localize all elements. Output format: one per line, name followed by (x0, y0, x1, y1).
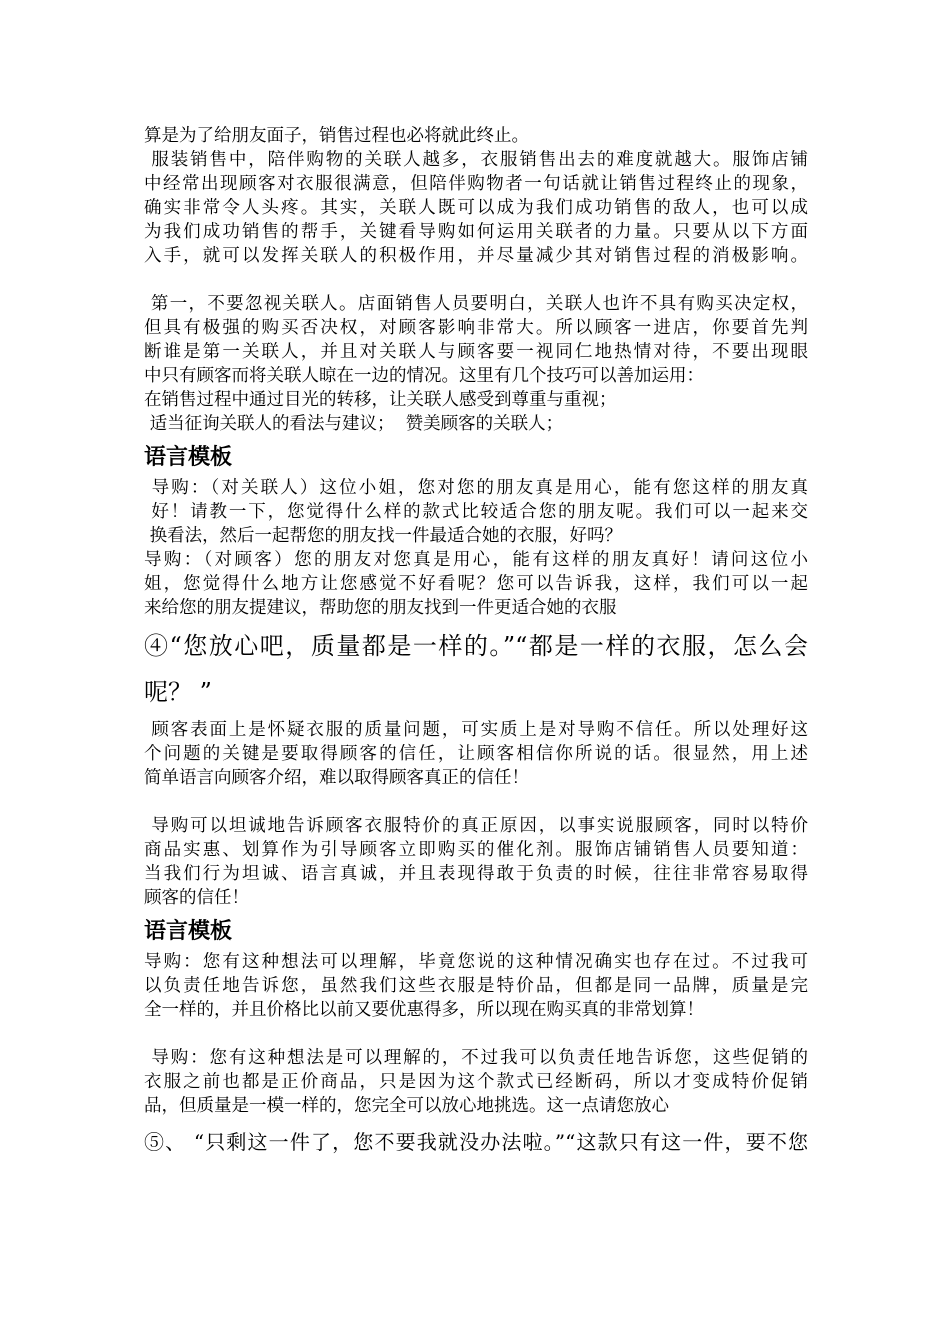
text-line: 入手，就可以发挥关联人的积极作用，并尽量减少其对销售过程的消极影响。 (144, 246, 808, 266)
text-line: 断谁是第一关联人，并且对关联人与顾客要一视同仁地热情对待，不要出现眼 (144, 342, 808, 362)
intro-paragraph (144, 124, 808, 268)
text-line: 品，但质量是一模一样的，您完全可以放心地挑选。这一点请您放心 (144, 1096, 669, 1116)
text-line: 衣服之前也都是正价商品，只是因为这个款式已经断码，所以才变成特价促销 (144, 1072, 808, 1092)
template-dialogue-1 (144, 476, 808, 620)
text-line: 导购：（对顾客）您的朋友对您真是用心，能有这样的朋友真好！请问这位小 (144, 550, 808, 570)
text-line: 简单语言向顾客介绍，难以取得顾客真正的信任！ (144, 768, 529, 788)
text-line: 适当征询关联人的看法与建议； 赞美顾客的关联人； (144, 414, 564, 434)
text-line: 当我们行为坦诚、语言真诚，并且表现得敢于负责的时候，往往非常容易取得 (144, 864, 808, 884)
text-line: 服装销售中，陪伴购物的关联人越多，衣服销售出去的难度就越大。服饰店铺 (144, 150, 808, 170)
section-4-advice (144, 814, 808, 910)
text-line: 确实非常令人头疼。其实，关联人既可以成为我们成功销售的敌人，也可以成 (144, 198, 808, 218)
section-heading: 语言模板 (144, 444, 233, 470)
paragraph-gap (144, 1022, 808, 1046)
text-line: 全一样的，并且价格比以前又要优惠得多，所以现在购买真的非常划算！ (144, 1000, 704, 1020)
text-line: 但具有极强的购买否决权，对顾客影响非常大。所以顾客一进店，你要首先判 (144, 318, 808, 338)
text-line: 顾客表面上是怀疑衣服的质量问题，可实质上是对导购不信任。所以处理好这 (144, 720, 808, 740)
text-line: 好！请教一下，您觉得什么样的款式比较适合您的朋友呢。我们可以一起来交 (144, 502, 808, 522)
text-line: 导购：（对关联人）这位小姐，您对您的朋友真是用心，能有您这样的朋友真 (144, 478, 808, 498)
text-line: 在销售过程中通过目光的转移，让关联人感受到尊重与重视； (144, 390, 617, 410)
section-5-title: ⑤、 “只剩这一件了，您不要我就没办法啦。”“这款只有这一件，要不您 (144, 1130, 808, 1154)
text-line: 顾客的信任！ (144, 888, 249, 908)
text-line: 以负责任地告诉您，虽然我们这些衣服是特价品，但都是同一品牌，质量是完 (144, 976, 808, 996)
text-line: 个问题的关键是要取得顾客的信任，让顾客相信你所说的话。很显然，用上述 (144, 744, 808, 764)
text-line: 导购可以坦诚地告诉顾客衣服特价的真正原因，以事实说服顾客，同时以特价 (144, 816, 808, 836)
paragraph-gap (144, 268, 808, 292)
text-line: 中经常出现顾客对衣服很满意，但陪伴购物者一句话就让销售过程终止的现象， (144, 174, 808, 194)
first-point-paragraph (144, 292, 808, 436)
text-line: 姐，您觉得什么地方让您感觉不好看呢？您可以告诉我，这样，我们可以一起 (144, 574, 808, 594)
text-line: 第一，不要忽视关联人。店面销售人员要明白，关联人也许不具有购买决定权， (144, 294, 808, 314)
text-line: 来给您的朋友提建议，帮助您的朋友找到一件更适合她的衣服 (144, 598, 617, 618)
paragraph-gap (144, 790, 808, 814)
template-dialogue-3 (144, 1046, 808, 1118)
template-dialogue-2 (144, 950, 808, 1022)
text-line: 算是为了给朋友面子，销售过程也必将就此终止。 (144, 126, 529, 146)
text-line: 换看法，然后一起帮您的朋友找一件最适合她的衣服，好吗？ (144, 526, 623, 546)
text-line: 商品实惠、划算作为引导顾客立即购买的催化剂。服饰店铺销售人员要知道： (144, 840, 808, 860)
text-line: 导购：您有这种想法是可以理解的，不过我可以负责任地告诉您，这些促销的 (144, 1048, 808, 1068)
section-4-title (144, 630, 808, 708)
title-line: 呢？ ” (144, 678, 212, 706)
paragraph-gap (144, 708, 808, 718)
text-line: 为我们成功销售的帮手，关键看导购如何运用关联者的力量。只要从以下方面 (144, 222, 808, 242)
title-line: ④“您放心吧，质量都是一样的。”“都是一样的衣服，怎么会 (144, 632, 808, 660)
text-line: 导购：您有这种想法可以理解，毕竟您说的这种情况确实也存在过。不过我可 (144, 952, 808, 972)
section-4-analysis (144, 718, 808, 790)
section-heading: 语言模板 (144, 918, 233, 944)
document-page (144, 124, 808, 1158)
text-line: 中只有顾客而将关联人晾在一边的情况。这里有几个技巧可以善加运用： (144, 366, 704, 386)
